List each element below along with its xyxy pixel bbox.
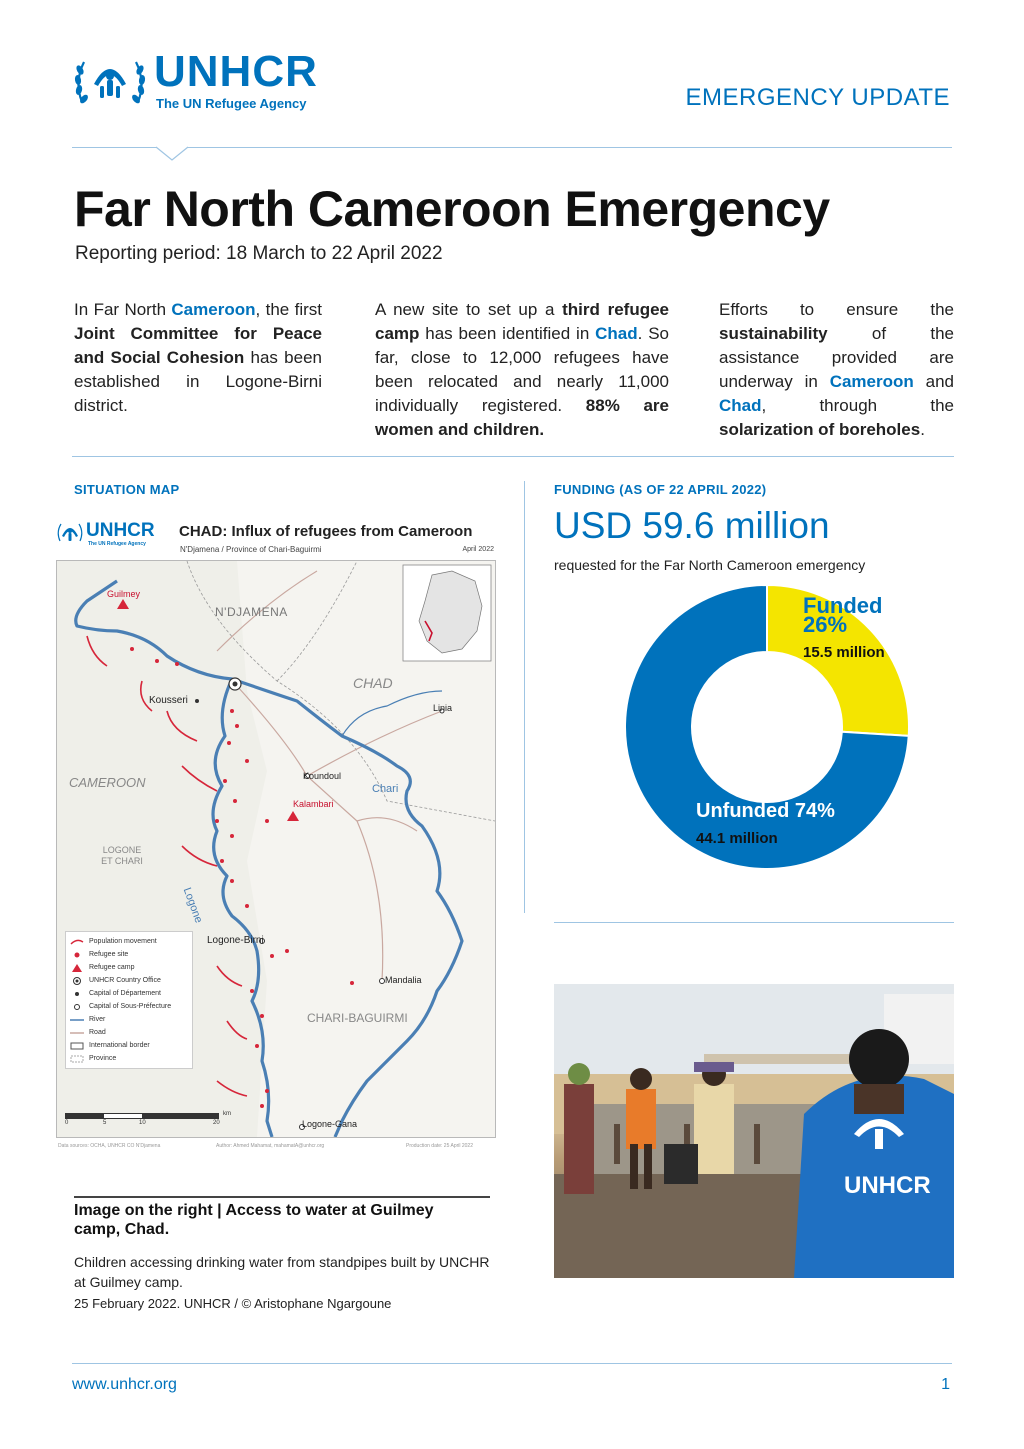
caption-title: Image on the right | Access to water at Guilmey camp, Chad. [74, 1202, 434, 1238]
map-unhcr-emblem [56, 520, 84, 544]
map-label-logone-gana: Logone-Gana [302, 1119, 358, 1129]
legend-item: International border [70, 1039, 188, 1052]
map-logo-sub: The UN Refugee Agency [88, 541, 146, 547]
highlight-column-2: A new site to set up a third refugee camp has been identified in Chad. So far, close to 12,000 refugees have been relocated and nearly 11,000 individually registered. 88% are women and children. [375, 300, 670, 439]
legend-item: Capital of Sous-Préfecture [70, 1000, 188, 1013]
column-divider [524, 481, 525, 913]
legend-item: Population movement [70, 935, 188, 948]
legend-item: River [89, 1016, 106, 1023]
funded-pct: 26% [803, 612, 848, 637]
map-footer-sources: Data sources: OCHA, UNHCR CO N'Djamena [58, 1143, 161, 1149]
funded-amount: 15.5 million [803, 644, 885, 661]
funding-subtitle: requested for the Far North Cameroon emergency [554, 557, 866, 573]
funding-label: FUNDING (AS OF 22 APRIL 2022) [554, 482, 767, 497]
map-label-chari-river: Chari [372, 783, 399, 795]
org-name: UNHCR [154, 47, 318, 96]
chevron-down-icon [155, 146, 189, 162]
map-label-kalambari: Kalambari [293, 799, 334, 809]
map-label-logone-et-chari: LOGONE ET CHARI [101, 845, 143, 866]
map-scale-bar: 0 5 10 20 km [65, 1111, 231, 1126]
legend-item: Capital of Département [70, 987, 188, 1000]
map-date: April 2022 [462, 546, 494, 553]
map-title: CHAD: Influx of refugees from Cameroon [179, 523, 473, 540]
unfunded-label: Unfunded 74% [696, 800, 835, 822]
map-label-linia: Linia [433, 703, 453, 713]
map-label-guilmey: Guilmey [107, 589, 141, 599]
unfunded-amount: 44.1 million [696, 830, 778, 847]
highlight-column-3: Efforts to ensure the sustainability of the assistance provided are underway in Cameroon and Chad, through the solarization of boreholes. [719, 300, 954, 439]
photo-scene [554, 984, 954, 1278]
legend-item: Road [89, 1029, 106, 1036]
caption-rule [74, 1196, 490, 1198]
highlight-column-1: In Far North Cameroon, the first Joint Committee for Peace and Social Cohesion has been established in Logone-Birni district. [74, 300, 322, 415]
map-label-kousseri: Kousseri [149, 695, 188, 706]
map-logo-word: UNHCR [86, 520, 155, 541]
map-frame [56, 560, 496, 1138]
map-footer-date: Production date: 25 April 2022 [406, 1143, 473, 1149]
highlights-divider [72, 456, 954, 457]
situation-map-label: SITUATION MAP [74, 482, 180, 497]
doc-type: EMERGENCY UPDATE [685, 84, 950, 111]
photo-vest-text: UNHCR [844, 1172, 931, 1199]
funding-donut-chart [622, 582, 912, 872]
map-label-chari-baguirmi: CHARI-BAGUIRMI [307, 1011, 408, 1025]
map-footer-author: Author: Ahmed Mahamat, mahamatA@unhcr.org [216, 1143, 325, 1149]
footer-url[interactable]: www.unhcr.org [72, 1376, 177, 1393]
reporting-period: Reporting period: 18 March to 22 April 2022 [75, 243, 443, 264]
funding-divider [554, 922, 954, 923]
map-label-ndjamena: N'DJAMENA [215, 605, 288, 619]
funded-label: Funded [803, 593, 883, 618]
legend-item: Refugee camp [70, 961, 188, 974]
legend-item: Refugee site [70, 948, 188, 961]
map-subtitle: N'Djamena / Province of Chari-Baguirmi [180, 545, 322, 554]
map-label-chad: CHAD [353, 675, 393, 691]
map-label-logone-birni: Logone-Birni [207, 935, 264, 946]
footer-divider [72, 1363, 952, 1364]
legend-item: UNHCR Country Office [70, 974, 188, 987]
caption-credit: 25 February 2022. UNHCR / © Aristophane Ngargoune [74, 1296, 392, 1311]
header-divider [72, 147, 952, 148]
situation-map [56, 516, 496, 1156]
org-tagline: The UN Refugee Agency [156, 96, 307, 111]
page-number: 1 [941, 1376, 950, 1393]
map-legend [65, 931, 193, 1069]
guilmey-water-photo [554, 984, 954, 1278]
map-label-mandalia: Mandalia [385, 975, 422, 985]
map-label-cameroon: CAMEROON [69, 775, 146, 790]
legend-item: Province [70, 1052, 188, 1065]
funding-amount: USD 59.6 million [554, 505, 830, 546]
caption-body: Children accessing drinking water from standpipes built by UNCHR at Guilmey camp. [74, 1254, 490, 1290]
map-label-koundoul: Koundoul [303, 771, 342, 781]
page-title: Far North Cameroon Emergency [74, 181, 830, 237]
unhcr-logo-emblem [72, 50, 148, 112]
map-label-logone-river: Logone [180, 886, 205, 925]
